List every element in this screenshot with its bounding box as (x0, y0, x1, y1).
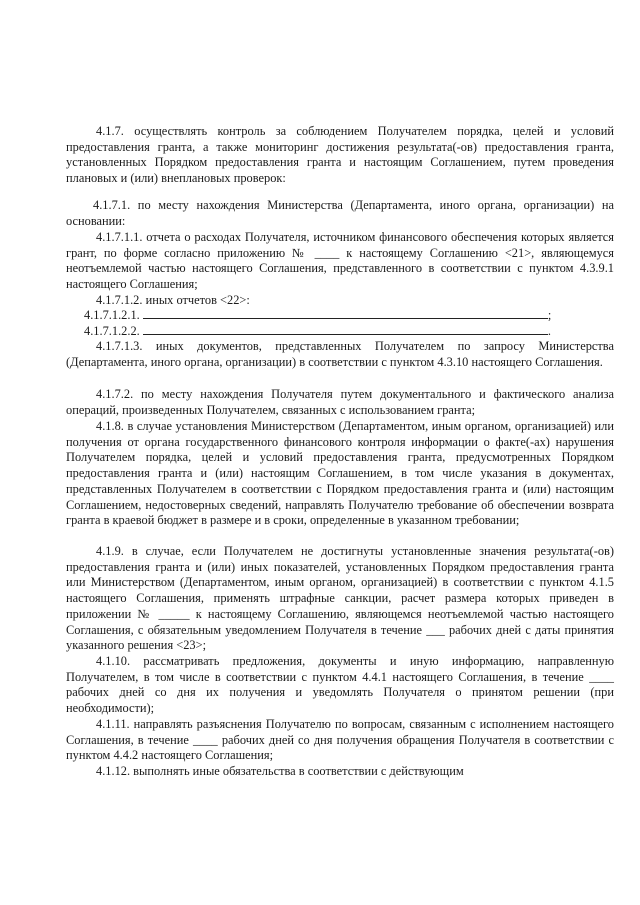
clause-4-1-7-1-3: 4.1.7.1.3. иных документов, представленных Получателем по запросу Министерства (Департамента, иного органа, организации) в соответствии с пунктом 4.3.10 настоящего Соглашения. (66, 339, 614, 369)
item-number: 4.1.7.1.2.2. (84, 324, 140, 338)
blank-line-4-1-7-1-2-1 (66, 308, 632, 324)
line-end: . (547, 324, 551, 338)
clause-4-1-9: 4.1.9. в случае, если Получателем не достигнуты установленные значения результата(-ов) предоставления гранта и (или) иных показателей, установленных Порядком предоставления гранта или Министерством (Департаментом, иным органом, организацией) в соответствии с пунктом 4.1.5 настоящего Соглашения, применять штрафные санкции, расчет размера которых приведен в приложении № _____ к настоящему Соглашению, являющемся неотъемлемой частью настоящего Соглашения, с обязательным уведомлением Получателя в течение ___ рабочих дней с даты принятия указанного решения <23>; (66, 544, 614, 653)
clause-4-1-12: 4.1.12. выполнять иные обязательства в соответствии с действующим (96, 764, 464, 778)
line-end: ; (547, 308, 552, 322)
clause-4-1-8: 4.1.8. в случае установления Министерством (Департаментом, иным органом, организацией) или получения от органа государственного финансового контроля информации о факте(-ах) нарушения Получателем порядка, целей и условий предоставления гранта, предусмотренных Порядком предоставления гранта и (или) настоящим Соглашением, в том числе указания в документах, представленных Получателем в соответствии с Порядком предоставления гранта и (или) настоящим Соглашением, недостоверных сведений, направлять Получателю требование об обеспечении возврата гранта в краевой бюджет в размере и в сроки, определенные в указанном требовании; (66, 419, 614, 528)
fill-in-rule (143, 308, 548, 319)
clause-4-1-7: 4.1.7. осуществлять контроль за соблюдением Получателем порядка, целей и условий предоставления гранта, а также мониторинг достижения результата(-ов) предоставления гранта, установленных Порядком предоставления гранта и настоящим Соглашением, путем проведения плановых и (или) внеплановых проверок: (66, 124, 614, 186)
clause-4-1-7-2: 4.1.7.2. по месту нахождения Получателя путем документального и фактического анализа операций, произведенных Получателем, связанных с использованием гранта; (66, 387, 614, 417)
clause-4-1-7-1: 4.1.7.1. по месту нахождения Министерства (Департамента, иного органа, организации) на основании: (66, 198, 614, 228)
clause-4-1-10: 4.1.10. рассматривать предложения, документы и иную информацию, направленную Получателем, в том числе в соответствии с пунктом 4.4.1 настоящего Соглашения, в течение ____ рабочих дней со дня их получения и уведомлять Получателя о принятом решении (при необходимости); (66, 654, 614, 716)
clause-4-1-7-1-1: 4.1.7.1.1. отчета о расходах Получателя, источником финансового обеспечения которых является грант, по форме согласно приложению № ____ к настоящему Соглашению <21>, являющемуся неотъемлемой частью настоящего Соглашения, представленного в соответствии с пунктом 4.3.9.1 настоящего Соглашения; (66, 230, 614, 292)
blank-line-4-1-7-1-2-2 (66, 324, 632, 340)
clause-4-1-7-1-2: 4.1.7.1.2. иных отчетов <22>: (96, 293, 250, 307)
clause-4-1-11: 4.1.11. направлять разъяснения Получателю по вопросам, связанным с исполнением настоящего Соглашения, в течение ____ рабочих дней со дня получения обращения Получателя в соответствии с пунктом 4.4.2 настоящего Соглашения; (66, 717, 614, 763)
fill-in-rule (143, 324, 548, 335)
item-number: 4.1.7.1.2.1. (84, 308, 140, 322)
